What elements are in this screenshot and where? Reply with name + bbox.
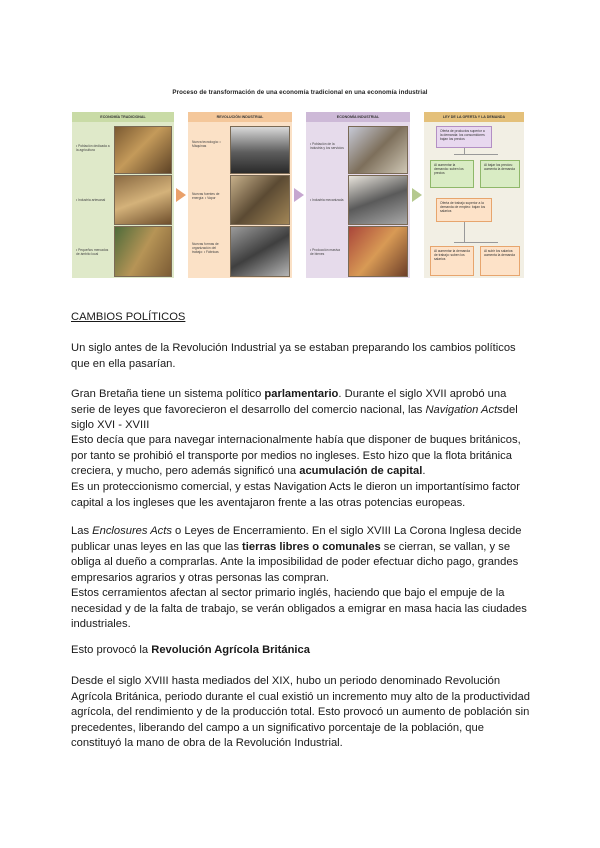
paragraph: Esto decía que para navegar internacionalmente había que disponer de buques británicos, por tanto se prohibió el transporte por medios no ingleses. Esto hizo que la flota británica creciera, y mucho, pero además significó una acumulación de capital. bbox=[71, 434, 521, 478]
figure-title: Proceso de transformación de una economía tradicional en una economía industrial bbox=[172, 89, 428, 96]
row-label: Nuevas formas de organización del trabajo: • Fábricas bbox=[192, 242, 219, 255]
machine-illustration bbox=[230, 126, 290, 174]
column-industrial-revolution bbox=[188, 112, 292, 278]
paragraph: Gran Bretaña tiene un sistema político parlamentario. Durante el siglo XVII aprobó una serie de leyes que favorecieron el desarrollo del comercio nacional, las Navigation Actsdel siglo XVI - XVIII bbox=[71, 388, 518, 432]
connector-line bbox=[454, 242, 498, 243]
column-header: LEY DE LA OFERTA Y LA DEMANDA bbox=[424, 112, 524, 122]
paragraph: Un siglo antes de la Revolución Industrial ya se estaban preparando los cambios políticos que en ella pasarían. bbox=[71, 342, 516, 370]
column-header: ECONOMÍA TRADICIONAL bbox=[72, 112, 174, 122]
local-market-illustration bbox=[114, 226, 172, 277]
steam-engine-illustration bbox=[230, 175, 290, 225]
section-heading: CAMBIOS POLÍTICOS bbox=[71, 311, 186, 323]
column-industrial-economy bbox=[306, 112, 410, 278]
flow-box: Al bajar los precios: aumenta la demanda bbox=[480, 160, 520, 188]
row-label: • Población dedicada a la agricultura bbox=[76, 144, 110, 153]
row-label: Nueva tecnología: • Máquinas bbox=[192, 140, 221, 149]
farming-illustration bbox=[114, 126, 172, 174]
row-label: Nuevas fuentes de energía: • Vapor bbox=[192, 192, 220, 201]
paragraph: Las Enclosures Acts o Leyes de Encerramiento. En el siglo XVIII La Corona Inglesa decide publicar unas leyes en las que las tierras libres o comunales se cierran, se vallan, y se obliga al dueño a comprarlas. Ante la imposibilidad de poder efectuar dicho pago, grandes empresarios agrarios y otras personas las compran. bbox=[71, 525, 522, 584]
row-label: • Población de la industria y los servicios bbox=[310, 142, 344, 151]
flow-box: Oferta de trabajo superior a la demanda de empleo: bajan los salarios bbox=[436, 198, 492, 222]
city-illustration bbox=[348, 126, 408, 174]
row-label: • Industria artesanal bbox=[76, 198, 106, 202]
connector-line bbox=[454, 154, 498, 155]
paragraph: Es un proteccionismo comercial, y estas Navigation Acts le dieron un importantísimo factor capital a los ingleses que les aventajaron frente a las otras potencias europeas. bbox=[71, 481, 520, 509]
flow-box: Al aumentar la demanda de trabajo: suben los salarios bbox=[430, 246, 474, 276]
arrow-right-icon bbox=[412, 188, 422, 202]
paragraph: Estos cerramientos afectan al sector primario inglés, haciendo que bajo el empuje de la necesidad y de la falta de trabajo, se verán obligados a emigrar en masa hacia las ciudades industriales. bbox=[71, 587, 527, 631]
factory-interior-illustration bbox=[230, 226, 290, 277]
column-header: REVOLUCIÓN INDUSTRIAL bbox=[188, 112, 292, 122]
flow-box: Al subir los salarios: aumenta la demanda bbox=[480, 246, 520, 276]
column-supply-demand-law bbox=[424, 112, 524, 278]
row-label: • Pequeños mercados de ámbito local bbox=[76, 248, 109, 257]
column-header: ECONOMÍA INDUSTRIAL bbox=[306, 112, 410, 122]
row-label: • Producción masiva de bienes bbox=[310, 248, 340, 257]
flow-box: Al aumentar la demanda: suben los precios bbox=[430, 160, 474, 188]
row-label: • Industria mecanizada bbox=[310, 198, 344, 202]
paragraph: Esto provocó la Revolución Agrícola Británica bbox=[71, 644, 310, 656]
mechanized-industry-illustration bbox=[348, 175, 408, 225]
paragraph: Desde el siglo XVIII hasta mediados del XIX, hubo un periodo denominado Revolución Agrícola Británica, periodo durante el cual existió un incremento muy alto de la productividad agrícola, del rendimiento y de la producción total. Esto provocó un aumento de población sin precedentes, liberando del campo a un significativo porcentaje de la población, que constituyó la mano de obra de la Revolución Industrial. bbox=[71, 675, 530, 750]
arrow-right-icon bbox=[294, 188, 304, 202]
column-traditional-economy bbox=[72, 112, 174, 278]
mass-production-illustration bbox=[348, 226, 408, 277]
arrow-right-icon bbox=[176, 188, 186, 202]
economy-transformation-diagram bbox=[72, 108, 524, 280]
connector-line bbox=[464, 222, 465, 242]
flow-box: Oferta de productos superior a la demanda: los consumidores bajan los precios bbox=[436, 126, 492, 148]
artisan-workshop-illustration bbox=[114, 175, 172, 225]
